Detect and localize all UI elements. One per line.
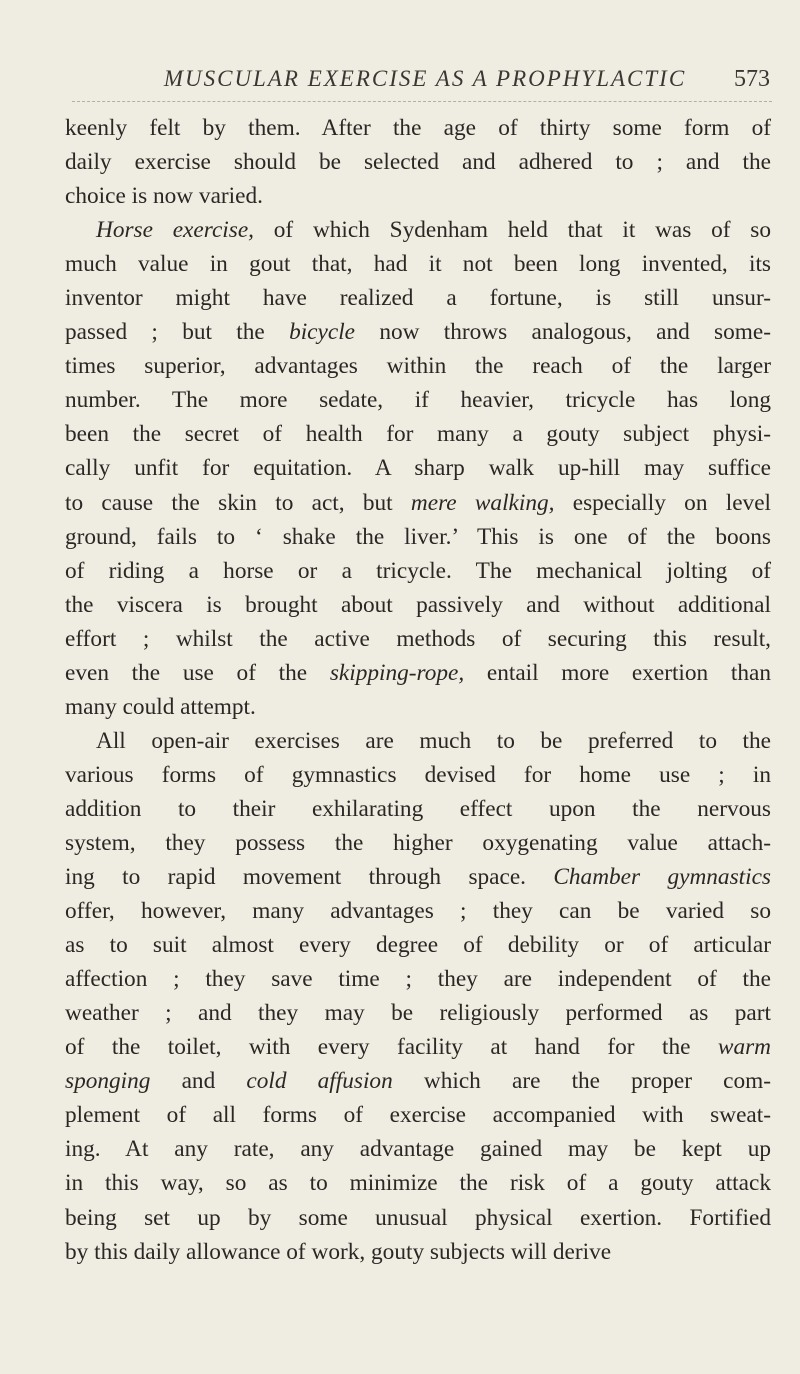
body-text bbox=[65, 111, 771, 1269]
italic-text: warm bbox=[717, 1034, 771, 1061]
text-line bbox=[65, 792, 771, 826]
text-run: of which Sydenham held that it was of so bbox=[254, 217, 772, 244]
text-run: many could attempt. bbox=[65, 693, 256, 720]
text-run: ing to rapid movement through space. bbox=[65, 864, 554, 891]
text-run: much value in gout that, had it not been long invented, its bbox=[65, 251, 771, 278]
text-run: choice is now varied. bbox=[65, 183, 263, 210]
text-run: offer, however, many advantages ; they can be varied so bbox=[65, 898, 771, 925]
italic-text: Horse exercise, bbox=[96, 217, 254, 244]
running-head bbox=[80, 60, 770, 96]
text-run: keenly felt by them. After the age of thirty some form of bbox=[65, 115, 771, 141]
text-line bbox=[65, 1064, 771, 1098]
text-line bbox=[65, 315, 771, 349]
text-line bbox=[65, 996, 771, 1030]
text-run: passed ; but the bbox=[65, 319, 290, 346]
italic-text: cold affusion bbox=[246, 1068, 393, 1095]
text-line bbox=[65, 622, 771, 656]
text-run: as to suit almost every degree of debility or of articular bbox=[65, 932, 771, 959]
text-run: All open-air exercises are much to be preferred to the bbox=[96, 727, 771, 754]
running-title: MUSCULAR EXERCISE AS A PROPHYLACTIC bbox=[163, 66, 687, 91]
header-rule bbox=[72, 101, 772, 102]
paragraph bbox=[65, 213, 771, 724]
text-line bbox=[65, 894, 771, 928]
paragraph bbox=[65, 724, 771, 1269]
text-run: effort ; whilst the active methods of securing this result, bbox=[65, 625, 771, 652]
text-run: which are the proper com- bbox=[392, 1068, 771, 1095]
text-run: entail more exertion than bbox=[464, 659, 771, 686]
text-line bbox=[65, 213, 771, 247]
page-number: 573 bbox=[734, 66, 770, 92]
text-run: now throws analogous, and some- bbox=[355, 319, 771, 346]
text-line bbox=[65, 1166, 771, 1200]
italic-text: sponging bbox=[65, 1068, 151, 1095]
text-run: even the use of the bbox=[65, 659, 330, 686]
text-line bbox=[65, 451, 771, 485]
text-line bbox=[65, 1030, 771, 1064]
text-line bbox=[65, 1132, 771, 1166]
text-line bbox=[65, 1235, 771, 1269]
text-run: and bbox=[150, 1068, 247, 1095]
text-line bbox=[65, 349, 771, 383]
text-line bbox=[65, 1201, 771, 1235]
text-line bbox=[65, 1098, 771, 1132]
text-run: plement of all forms of exercise accompanied with sweat- bbox=[65, 1102, 771, 1129]
text-run: to cause the skin to act, but bbox=[65, 489, 411, 516]
text-line bbox=[65, 554, 771, 588]
text-run: in this way, so as to minimize the risk of a gouty attack bbox=[65, 1170, 771, 1197]
text-line bbox=[65, 928, 771, 962]
text-line bbox=[65, 724, 771, 758]
text-line bbox=[65, 145, 771, 179]
text-run: number. The more sedate, if heavier, tricycle has long bbox=[65, 387, 771, 414]
text-line bbox=[65, 179, 771, 213]
text-run: especially on level bbox=[554, 489, 772, 516]
text-line bbox=[65, 826, 771, 860]
text-line bbox=[65, 860, 771, 894]
text-run: affection ; they save time ; they are independent of the bbox=[65, 966, 771, 993]
text-run: times superior, advantages within the reach of the larger bbox=[65, 353, 771, 380]
text-line bbox=[65, 758, 771, 792]
text-run: daily exercise should be selected and adhered to ; and the bbox=[65, 149, 771, 176]
text-line bbox=[65, 486, 771, 520]
text-run: the viscera is brought about passively and without additional bbox=[65, 591, 771, 618]
text-run: of the toilet, with every facility at hand for the bbox=[65, 1034, 718, 1061]
paragraph bbox=[65, 111, 771, 213]
text-line bbox=[65, 690, 771, 724]
text-run: inventor might have realized a fortune, is still unsur- bbox=[65, 285, 771, 312]
text-line bbox=[65, 111, 771, 145]
text-line bbox=[65, 520, 771, 554]
italic-text: Chamber gymnastics bbox=[553, 864, 771, 891]
text-line bbox=[65, 281, 771, 315]
text-line bbox=[65, 962, 771, 996]
text-run: weather ; and they may be religiously performed as part bbox=[65, 1000, 771, 1027]
text-line bbox=[65, 656, 771, 690]
text-line bbox=[65, 588, 771, 622]
text-run: by this daily allowance of work, gouty subjects will derive bbox=[65, 1238, 612, 1265]
text-run: been the secret of health for many a gouty subject physi- bbox=[65, 421, 771, 448]
text-line bbox=[65, 247, 771, 281]
text-run: ing. At any rate, any advantage gained may be kept up bbox=[65, 1136, 771, 1163]
text-line bbox=[65, 417, 771, 451]
text-line bbox=[65, 383, 771, 417]
italic-text: mere walking, bbox=[410, 489, 555, 516]
text-run: ground, fails to ‘ shake the liver.’ This is one of the boons bbox=[65, 523, 771, 550]
italic-text: skipping-rope, bbox=[329, 659, 465, 686]
italic-text: bicycle bbox=[289, 319, 356, 346]
text-run: being set up by some unusual physical exertion. Fortified bbox=[65, 1204, 771, 1231]
text-run: various forms of gymnastics devised for home use ; in bbox=[65, 761, 771, 788]
text-run: addition to their exhilarating effect upon the nervous bbox=[65, 795, 771, 822]
text-run: of riding a horse or a tricycle. The mechanical jolting of bbox=[65, 557, 771, 584]
text-run: cally unfit for equitation. A sharp walk up-hill may suffice bbox=[65, 455, 771, 482]
text-run: system, they possess the higher oxygenating value attach- bbox=[65, 829, 771, 856]
